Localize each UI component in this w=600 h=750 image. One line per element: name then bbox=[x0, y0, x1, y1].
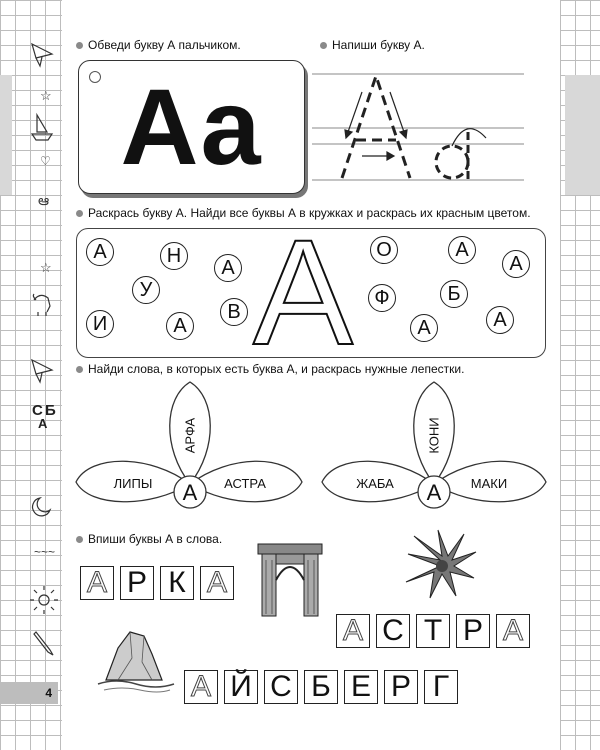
task-petals-text: Найди слова, в которых есть буква А, и раскрась нужные лепестки. bbox=[88, 362, 465, 376]
caterpillar-icon: ~~~ bbox=[34, 545, 56, 559]
letter-circle[interactable]: А bbox=[86, 238, 114, 266]
letter-circle[interactable]: Ф bbox=[368, 284, 396, 312]
letter-card bbox=[78, 60, 305, 194]
petal-word[interactable]: ЛИПЫ bbox=[113, 476, 153, 491]
star-icon-2: ☆ bbox=[40, 260, 52, 275]
letter-box: Т bbox=[416, 614, 450, 648]
bullet-icon bbox=[76, 366, 83, 373]
margin-letter-a: А bbox=[38, 416, 48, 431]
petal-word[interactable]: ЖАБА bbox=[356, 476, 394, 491]
petal-word[interactable]: АРФА bbox=[182, 417, 198, 454]
letter-circle[interactable]: А bbox=[502, 250, 530, 278]
letter-circle[interactable]: Б bbox=[440, 280, 468, 308]
letter-box: С bbox=[264, 670, 298, 704]
letter-circle[interactable]: У bbox=[132, 276, 160, 304]
margin-letter-s: С bbox=[32, 402, 43, 419]
task-fill-text: Впиши буквы А в слова. bbox=[88, 532, 223, 546]
letter-box: К bbox=[160, 566, 194, 600]
letter-box-traced[interactable]: А bbox=[496, 614, 530, 648]
snail-icon: ఆ bbox=[38, 192, 50, 208]
paper-plane-icon-2 bbox=[32, 360, 52, 382]
letter-box: Е bbox=[344, 670, 378, 704]
task-color-instruction bbox=[76, 206, 531, 220]
dashed-small-a bbox=[436, 132, 468, 180]
letter-circle[interactable]: А bbox=[486, 306, 514, 334]
letter-box-traced[interactable]: А bbox=[80, 566, 114, 600]
arch-illustration bbox=[256, 540, 326, 620]
petal-word[interactable]: МАКИ bbox=[470, 476, 508, 491]
flower-center-letter: А bbox=[426, 480, 442, 505]
bullet-icon bbox=[320, 42, 327, 49]
task-write-text: Напиши букву А. bbox=[332, 38, 425, 52]
bullet-icon bbox=[76, 536, 83, 543]
page-number: 4 bbox=[0, 682, 58, 704]
letter-box-traced[interactable]: А bbox=[184, 670, 218, 704]
letter-box-traced[interactable]: А bbox=[200, 566, 234, 600]
paper-plane-icon bbox=[32, 44, 52, 66]
task-color-text: Раскрась букву А. Найди все буквы А в кружках и раскрась их красным цветом. bbox=[88, 206, 531, 220]
flowers-area bbox=[70, 378, 550, 518]
bullet-icon bbox=[76, 210, 83, 217]
task-trace-text: Обведи букву А пальчиком. bbox=[88, 38, 241, 52]
right-band bbox=[565, 75, 600, 195]
letter-circle[interactable]: О bbox=[370, 236, 398, 264]
flower-center-letter: А bbox=[182, 480, 198, 505]
heart-icon: ♡ bbox=[40, 154, 51, 168]
letter-box: Р bbox=[456, 614, 490, 648]
margin-letter-b: Б bbox=[45, 402, 56, 419]
letter-circle[interactable]: И bbox=[86, 310, 114, 338]
letter-circle[interactable]: А bbox=[448, 236, 476, 264]
letter-circle[interactable]: А bbox=[214, 254, 242, 282]
letter-box-traced[interactable]: А bbox=[336, 614, 370, 648]
petal-word[interactable]: КОНИ bbox=[426, 417, 442, 454]
aster-flower-illustration bbox=[400, 526, 480, 602]
letter-box: Р bbox=[384, 670, 418, 704]
letter-box: Г bbox=[424, 670, 458, 704]
task-petals-instruction bbox=[76, 362, 464, 376]
iceberg-illustration bbox=[96, 618, 176, 698]
task-write-instruction bbox=[320, 38, 425, 52]
sailboat-icon bbox=[32, 115, 52, 140]
svg-text:А: А bbox=[252, 232, 354, 350]
moon-icon bbox=[33, 498, 50, 516]
task-trace-instruction bbox=[76, 38, 241, 52]
dashed-capital-a bbox=[342, 76, 410, 178]
petal-word[interactable]: АСТРА bbox=[224, 476, 266, 491]
letter-box: Й bbox=[224, 670, 258, 704]
letter-box: С bbox=[376, 614, 410, 648]
letter-circle[interactable]: В bbox=[220, 298, 248, 326]
letter-circle[interactable]: Н bbox=[160, 242, 188, 270]
letter-circle[interactable]: А bbox=[410, 314, 438, 342]
task-fill-instruction bbox=[76, 532, 222, 546]
card-letters: Aa bbox=[120, 66, 263, 187]
letter-box: Р bbox=[120, 566, 154, 600]
letter-box: Б bbox=[304, 670, 338, 704]
bullet-icon bbox=[76, 42, 83, 49]
stroke-arrows bbox=[345, 92, 407, 160]
sun-icon bbox=[30, 586, 58, 614]
pencil-icon bbox=[34, 632, 53, 655]
margin-doodles bbox=[0, 0, 62, 680]
big-outline-a bbox=[248, 232, 358, 350]
dog-icon bbox=[33, 294, 50, 316]
star-icon: ☆ bbox=[40, 88, 52, 103]
letter-circle[interactable]: А bbox=[166, 312, 194, 340]
writing-practice-area bbox=[312, 62, 527, 190]
